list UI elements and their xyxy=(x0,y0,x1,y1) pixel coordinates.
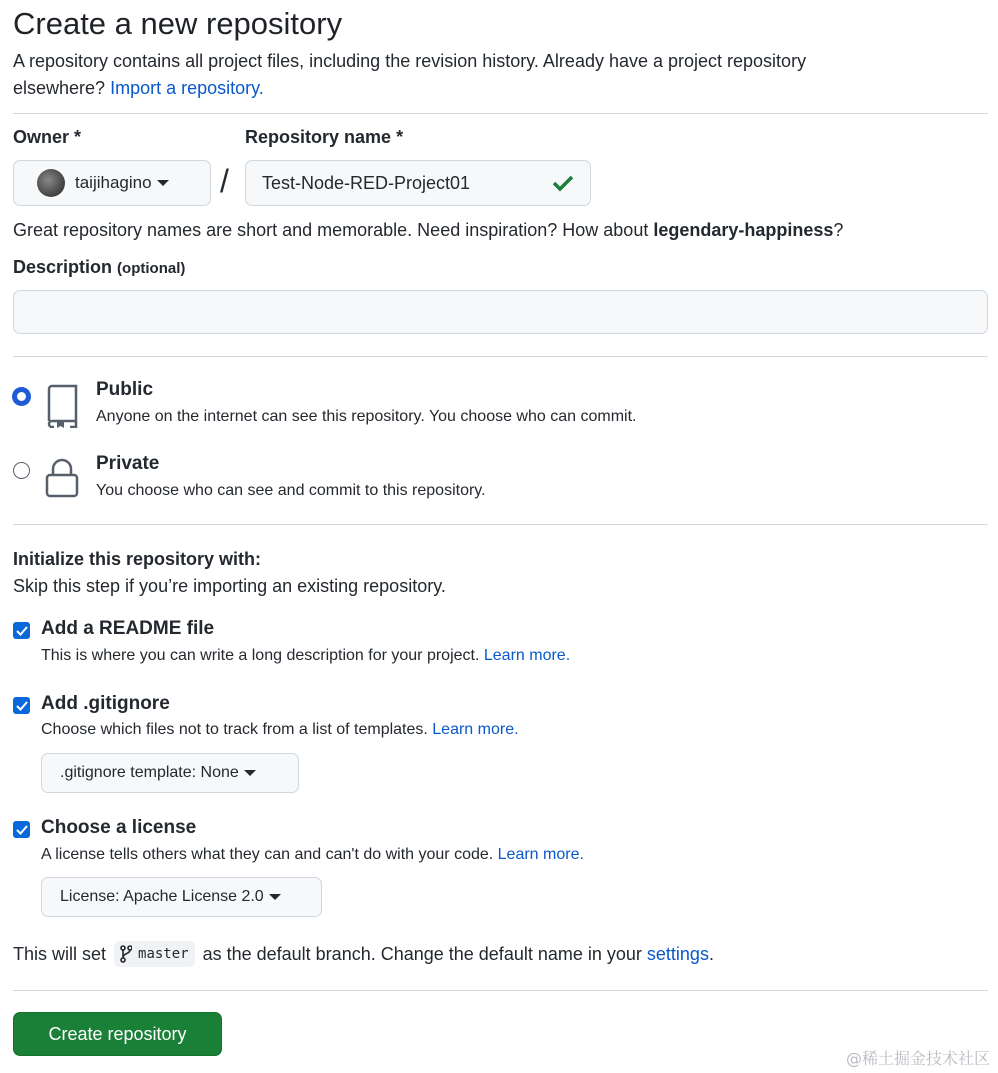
gitignore-template-select[interactable]: .gitignore template: None xyxy=(41,753,299,793)
chevron-down-icon xyxy=(157,180,169,186)
public-description: Anyone on the internet can see this repository. You choose who can commit. xyxy=(96,408,637,425)
repo-name-label: Repository name * xyxy=(245,127,404,147)
lock-icon xyxy=(44,457,80,499)
divider xyxy=(13,990,988,991)
owner-select[interactable]: taijihagino xyxy=(13,160,211,206)
checkmark-icon xyxy=(16,701,28,711)
check-icon xyxy=(552,174,574,192)
private-radio[interactable] xyxy=(13,462,30,479)
owner-repo-separator: / xyxy=(220,163,229,199)
license-description: A license tells others what they can and can't do with your code. Learn more. xyxy=(41,846,584,863)
repo-name-input[interactable]: Test-Node-RED-Project01 xyxy=(245,160,591,206)
create-repository-button[interactable]: Create repository xyxy=(13,1012,222,1056)
divider xyxy=(13,356,988,357)
checkmark-icon xyxy=(16,825,28,835)
settings-link[interactable]: settings xyxy=(646,943,709,964)
readme-label: Add a README file xyxy=(41,618,215,639)
description-input[interactable] xyxy=(13,290,988,334)
license-select[interactable]: License: Apache License 2.0 xyxy=(41,877,322,917)
avatar xyxy=(37,169,65,197)
license-learn-more-link[interactable]: Learn more. xyxy=(497,846,584,863)
chevron-down-icon xyxy=(244,770,256,776)
name-hint: Great repository names are short and memorable. Need inspiration? How about legendary-happiness? xyxy=(13,220,844,240)
git-branch-icon xyxy=(120,945,132,963)
private-title: Private xyxy=(96,453,160,474)
gitignore-label: Add .gitignore xyxy=(41,693,170,714)
chevron-down-icon xyxy=(269,894,281,900)
gitignore-checkbox[interactable] xyxy=(13,697,30,714)
divider xyxy=(13,113,988,114)
readme-learn-more-link[interactable]: Learn more. xyxy=(483,647,571,664)
divider xyxy=(13,524,988,525)
name-suggestion[interactable]: legendary-happiness xyxy=(653,220,834,240)
public-radio[interactable] xyxy=(13,388,30,405)
intro-text: A repository contains all project files, including the revision history. Already have a project repository xyxy=(13,51,807,71)
init-title: Initialize this repository with: xyxy=(13,549,262,569)
public-title: Public xyxy=(96,379,154,400)
init-subtitle: Skip this step if you’re importing an existing repository. xyxy=(13,576,446,596)
private-description: You choose who can see and commit to this repository. xyxy=(96,482,486,499)
branch-badge: master xyxy=(114,941,195,967)
gitignore-learn-more-link[interactable]: Learn more. xyxy=(432,721,519,738)
default-branch-text: This will set master as the default branch. Change the default name in your settings . xyxy=(13,941,714,967)
description-label: Description (optional) xyxy=(13,257,186,277)
page-title: Create a new repository xyxy=(13,6,343,41)
repo-book-icon xyxy=(44,383,80,428)
checkmark-icon xyxy=(16,626,28,636)
intro-line2 xyxy=(13,78,264,99)
owner-label: Owner * xyxy=(13,127,82,147)
readme-checkbox[interactable] xyxy=(13,622,30,639)
gitignore-description: Choose which files not to track from a list of templates. Learn more. xyxy=(41,721,519,738)
watermark: @稀土掘金技术社区 xyxy=(845,1049,990,1068)
import-repository-link[interactable]: Import a repository. xyxy=(110,78,264,98)
readme-description: This is where you can write a long description for your project. Learn more. xyxy=(41,647,571,664)
license-label: Choose a license xyxy=(41,817,197,838)
intro-text-2: elsewhere? xyxy=(13,78,106,98)
license-checkbox[interactable] xyxy=(13,821,30,838)
